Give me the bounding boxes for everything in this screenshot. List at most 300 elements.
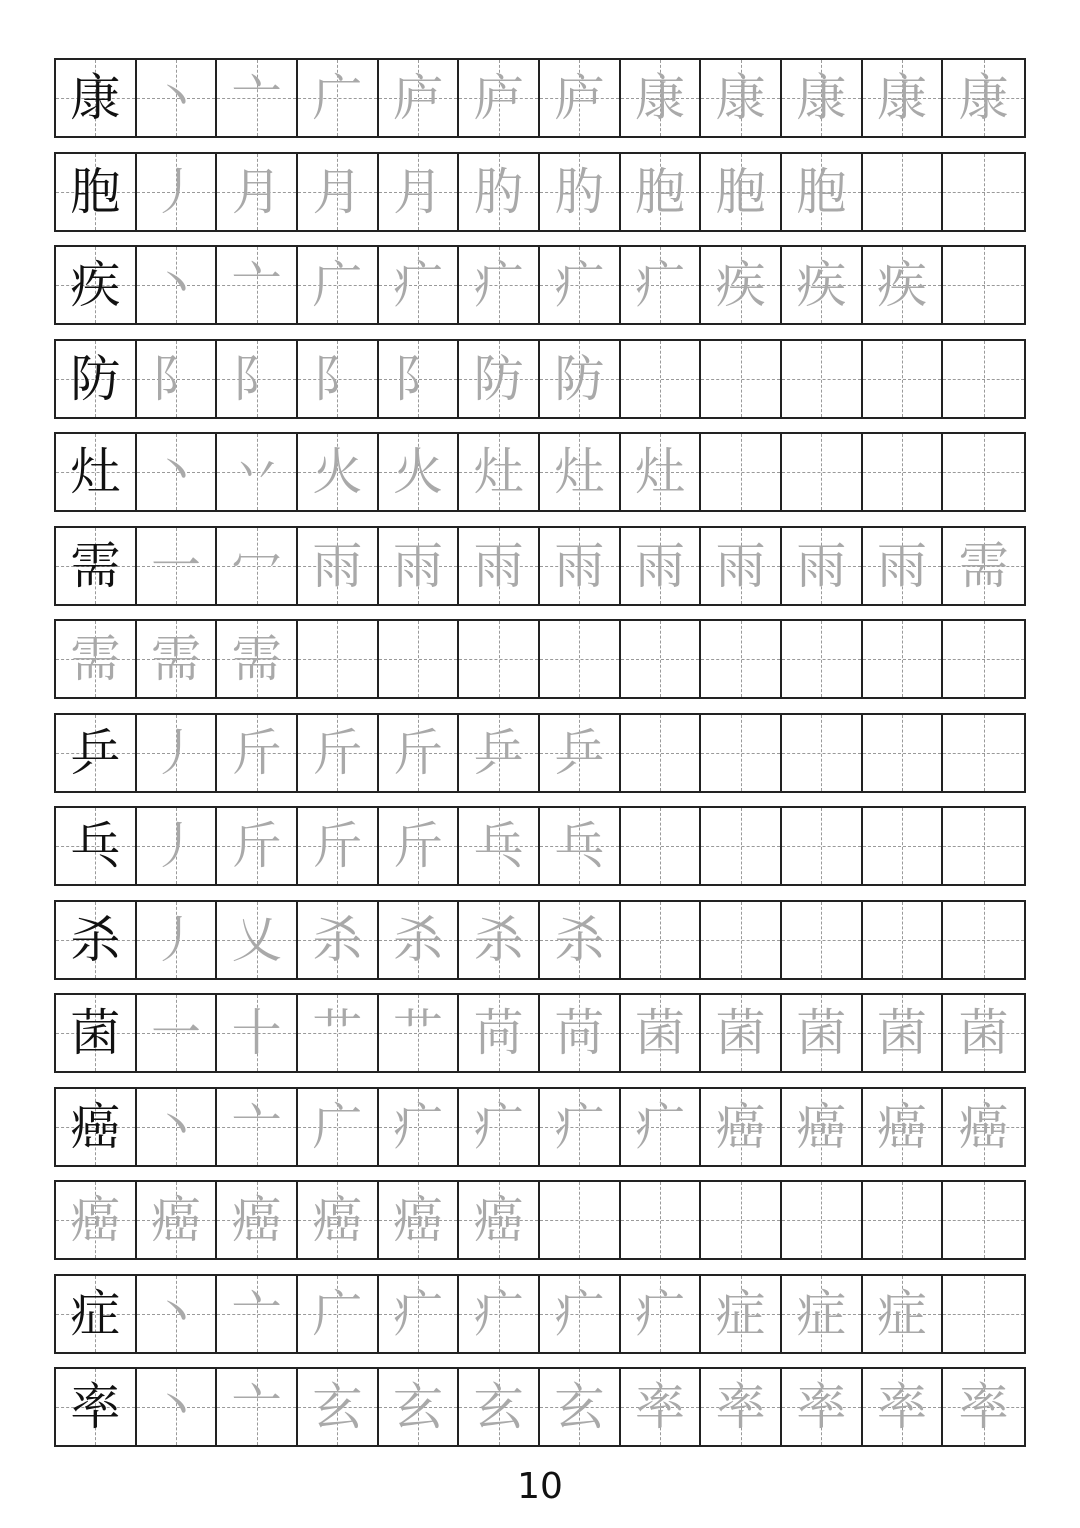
stroke-step: 阝 xyxy=(312,350,363,408)
model-character: 需 xyxy=(70,537,121,595)
stroke-step: 防 xyxy=(473,350,524,408)
empty-practice-cell xyxy=(701,808,782,884)
stroke-order-cell xyxy=(943,60,1024,136)
empty-practice-cell xyxy=(943,341,1024,417)
stroke-step: 需 xyxy=(150,630,201,688)
stroke-order-cell xyxy=(459,1089,540,1165)
empty-practice-cell xyxy=(540,1182,621,1258)
model-character: 灶 xyxy=(70,443,121,501)
stroke-step: 丿 xyxy=(150,911,201,969)
stroke-step: 广 xyxy=(312,256,363,314)
stroke-step: 斤 xyxy=(231,724,282,782)
stroke-order-cell xyxy=(621,1369,702,1445)
stroke-order-cell xyxy=(137,341,218,417)
stroke-step: 亠 xyxy=(231,69,282,127)
empty-practice-cell xyxy=(701,621,782,697)
practice-row xyxy=(54,713,1026,793)
stroke-step: 艹 xyxy=(392,1004,443,1062)
stroke-step: 亠 xyxy=(231,1098,282,1156)
stroke-order-cell xyxy=(621,60,702,136)
stroke-order-cell xyxy=(621,1276,702,1352)
model-character-cell xyxy=(56,60,137,136)
stroke-order-cell xyxy=(540,1369,621,1445)
practice-row xyxy=(54,619,1026,699)
stroke-step: 雨 xyxy=(392,537,443,595)
stroke-step: 疒 xyxy=(392,1098,443,1156)
stroke-step: 菌 xyxy=(796,1004,847,1062)
empty-practice-cell xyxy=(863,341,944,417)
stroke-step: 疒 xyxy=(554,1285,605,1343)
stroke-step: 乓 xyxy=(473,817,524,875)
model-character: 杀 xyxy=(70,911,121,969)
stroke-order-cell xyxy=(863,1369,944,1445)
model-character: 菌 xyxy=(70,1004,121,1062)
stroke-order-cell xyxy=(459,1369,540,1445)
stroke-step: 斤 xyxy=(392,817,443,875)
stroke-order-cell xyxy=(217,902,298,978)
stroke-order-cell xyxy=(782,154,863,230)
stroke-order-cell xyxy=(540,247,621,323)
stroke-step: 杀 xyxy=(554,911,605,969)
stroke-step: 疒 xyxy=(473,256,524,314)
stroke-order-cell xyxy=(217,434,298,510)
stroke-order-cell xyxy=(298,434,379,510)
stroke-order-cell xyxy=(217,1369,298,1445)
stroke-order-cell xyxy=(782,1369,863,1445)
stroke-order-cell xyxy=(379,995,460,1071)
stroke-step: 菌 xyxy=(958,1004,1009,1062)
stroke-order-cell xyxy=(863,528,944,604)
stroke-order-cell xyxy=(621,247,702,323)
empty-practice-cell xyxy=(943,247,1024,323)
stroke-step: 需 xyxy=(958,537,1009,595)
empty-practice-cell xyxy=(782,434,863,510)
stroke-order-cell xyxy=(379,341,460,417)
stroke-order-cell xyxy=(379,154,460,230)
stroke-step: 癌 xyxy=(715,1098,766,1156)
stroke-step: 雨 xyxy=(312,537,363,595)
empty-practice-cell xyxy=(863,808,944,884)
practice-row xyxy=(54,339,1026,419)
empty-practice-cell xyxy=(863,434,944,510)
stroke-order-cell xyxy=(540,1089,621,1165)
stroke-step: 疒 xyxy=(634,256,685,314)
stroke-order-cell xyxy=(621,1089,702,1165)
stroke-step: 疒 xyxy=(554,1098,605,1156)
empty-practice-cell xyxy=(459,621,540,697)
stroke-order-cell xyxy=(459,154,540,230)
model-character-cell xyxy=(56,1276,137,1352)
stroke-order-cell xyxy=(217,60,298,136)
stroke-step: 康 xyxy=(715,69,766,127)
stroke-order-cell xyxy=(621,154,702,230)
stroke-step: 阝 xyxy=(392,350,443,408)
stroke-order-cell xyxy=(137,154,218,230)
stroke-step: 苘 xyxy=(554,1004,605,1062)
stroke-order-cell xyxy=(701,247,782,323)
empty-practice-cell xyxy=(782,341,863,417)
stroke-order-cell xyxy=(943,1089,1024,1165)
model-character-cell xyxy=(56,1369,137,1445)
stroke-step: 杀 xyxy=(312,911,363,969)
stroke-order-cell xyxy=(863,995,944,1071)
stroke-order-cell xyxy=(137,434,218,510)
stroke-step: 疒 xyxy=(392,256,443,314)
stroke-step: 斤 xyxy=(231,817,282,875)
stroke-step: 癌 xyxy=(312,1191,363,1249)
stroke-step: 癌 xyxy=(150,1191,201,1249)
empty-practice-cell xyxy=(701,434,782,510)
stroke-step: 率 xyxy=(796,1378,847,1436)
empty-practice-cell xyxy=(540,621,621,697)
stroke-order-cell xyxy=(298,528,379,604)
model-character: 乓 xyxy=(70,817,121,875)
stroke-step: 广 xyxy=(312,69,363,127)
stroke-order-cell xyxy=(540,154,621,230)
stroke-order-cell xyxy=(379,715,460,791)
empty-practice-cell xyxy=(943,621,1024,697)
stroke-order-cell xyxy=(943,528,1024,604)
model-character-cell xyxy=(56,528,137,604)
stroke-order-cell xyxy=(137,1089,218,1165)
stroke-step: 康 xyxy=(634,69,685,127)
empty-practice-cell xyxy=(701,341,782,417)
stroke-order-cell xyxy=(540,434,621,510)
practice-row xyxy=(54,806,1026,886)
stroke-order-cell xyxy=(459,995,540,1071)
stroke-order-cell xyxy=(459,247,540,323)
empty-practice-cell xyxy=(863,154,944,230)
empty-practice-cell xyxy=(621,902,702,978)
practice-row xyxy=(54,526,1026,606)
stroke-step: 玄 xyxy=(473,1378,524,1436)
stroke-order-cell xyxy=(137,528,218,604)
stroke-step: 康 xyxy=(958,69,1009,127)
stroke-step: 癌 xyxy=(231,1191,282,1249)
stroke-order-cell xyxy=(137,995,218,1071)
stroke-order-cell xyxy=(379,1369,460,1445)
practice-row xyxy=(54,152,1026,232)
stroke-order-cell xyxy=(459,808,540,884)
practice-row xyxy=(54,900,1026,980)
stroke-order-cell xyxy=(379,60,460,136)
stroke-order-cell xyxy=(379,902,460,978)
stroke-order-cell xyxy=(217,1276,298,1352)
stroke-order-cell xyxy=(217,341,298,417)
stroke-step: 疒 xyxy=(554,256,605,314)
empty-practice-cell xyxy=(701,902,782,978)
stroke-step: 雨 xyxy=(796,537,847,595)
stroke-step: 防 xyxy=(554,350,605,408)
stroke-order-cell xyxy=(137,1276,218,1352)
stroke-order-cell xyxy=(540,995,621,1071)
stroke-step: 阝 xyxy=(231,350,282,408)
stroke-order-cell xyxy=(298,995,379,1071)
stroke-step: 冖 xyxy=(231,537,282,595)
model-character: 防 xyxy=(70,350,121,408)
model-character-cell xyxy=(56,715,137,791)
practice-row xyxy=(54,245,1026,325)
stroke-order-cell xyxy=(217,154,298,230)
stroke-order-cell xyxy=(540,341,621,417)
stroke-order-cell xyxy=(379,434,460,510)
stroke-step: 丿 xyxy=(150,724,201,782)
stroke-step: 菌 xyxy=(876,1004,927,1062)
stroke-order-cell xyxy=(701,528,782,604)
stroke-step: 胞 xyxy=(796,163,847,221)
stroke-order-cell xyxy=(298,60,379,136)
stroke-step: 丷 xyxy=(231,443,282,501)
stroke-step: 率 xyxy=(634,1378,685,1436)
stroke-order-cell xyxy=(621,995,702,1071)
empty-practice-cell xyxy=(379,621,460,697)
stroke-order-cell xyxy=(137,1369,218,1445)
stroke-order-cell xyxy=(540,715,621,791)
empty-practice-cell xyxy=(943,434,1024,510)
stroke-order-cell xyxy=(137,60,218,136)
stroke-order-cell xyxy=(782,528,863,604)
stroke-order-cell xyxy=(459,341,540,417)
stroke-step: 艹 xyxy=(312,1004,363,1062)
stroke-order-cell xyxy=(701,995,782,1071)
trace-cell xyxy=(56,621,137,697)
practice-row xyxy=(54,58,1026,138)
practice-row xyxy=(54,432,1026,512)
stroke-order-cell xyxy=(701,60,782,136)
stroke-step: 康 xyxy=(876,69,927,127)
stroke-order-cell xyxy=(379,247,460,323)
model-character: 胞 xyxy=(70,163,121,221)
stroke-step: 亠 xyxy=(231,256,282,314)
stroke-step: 杀 xyxy=(392,911,443,969)
stroke-order-cell xyxy=(298,1182,379,1258)
practice-row xyxy=(54,993,1026,1073)
stroke-order-cell xyxy=(298,341,379,417)
stroke-step: 率 xyxy=(715,1378,766,1436)
empty-practice-cell xyxy=(943,902,1024,978)
stroke-step: 癌 xyxy=(876,1098,927,1156)
empty-practice-cell xyxy=(943,808,1024,884)
stroke-step: 康 xyxy=(796,69,847,127)
stroke-step: 癌 xyxy=(796,1098,847,1156)
stroke-order-cell xyxy=(217,528,298,604)
stroke-step: 广 xyxy=(312,1285,363,1343)
stroke-step: 疒 xyxy=(473,1285,524,1343)
stroke-step: 率 xyxy=(958,1378,1009,1436)
model-character: 疾 xyxy=(70,256,121,314)
stroke-step: 癌 xyxy=(392,1191,443,1249)
stroke-order-cell xyxy=(782,995,863,1071)
practice-row xyxy=(54,1180,1026,1260)
stroke-step: 斤 xyxy=(312,724,363,782)
practice-row xyxy=(54,1274,1026,1354)
empty-practice-cell xyxy=(782,715,863,791)
stroke-step: 苘 xyxy=(473,1004,524,1062)
stroke-step: 症 xyxy=(876,1285,927,1343)
stroke-order-cell xyxy=(137,1182,218,1258)
stroke-step: 疒 xyxy=(634,1285,685,1343)
empty-practice-cell xyxy=(863,715,944,791)
stroke-step: 灶 xyxy=(473,443,524,501)
empty-practice-cell xyxy=(782,902,863,978)
stroke-step: 乒 xyxy=(473,724,524,782)
stroke-step: 亠 xyxy=(231,1378,282,1436)
page-number: 10 xyxy=(517,1466,563,1507)
empty-practice-cell xyxy=(621,715,702,791)
stroke-order-cell xyxy=(701,154,782,230)
stroke-step: 斤 xyxy=(392,724,443,782)
stroke-order-cell xyxy=(459,715,540,791)
stroke-order-cell xyxy=(459,434,540,510)
stroke-order-cell xyxy=(943,1369,1024,1445)
stroke-step: 丿 xyxy=(150,817,201,875)
stroke-order-cell xyxy=(379,1182,460,1258)
stroke-order-cell xyxy=(137,715,218,791)
stroke-step: 庐 xyxy=(392,69,443,127)
stroke-order-cell xyxy=(701,1276,782,1352)
stroke-step: 疒 xyxy=(473,1098,524,1156)
stroke-step: 肑 xyxy=(473,163,524,221)
stroke-order-cell xyxy=(298,902,379,978)
stroke-order-cell xyxy=(540,60,621,136)
stroke-order-cell xyxy=(137,902,218,978)
model-character-cell xyxy=(56,247,137,323)
empty-practice-cell xyxy=(863,1182,944,1258)
stroke-order-cell xyxy=(298,247,379,323)
stroke-step: 火 xyxy=(392,443,443,501)
stroke-order-cell xyxy=(379,1089,460,1165)
stroke-step: 雨 xyxy=(554,537,605,595)
stroke-order-cell xyxy=(217,808,298,884)
stroke-order-cell xyxy=(540,1276,621,1352)
model-character-cell xyxy=(56,341,137,417)
stroke-step: 丶 xyxy=(150,1378,201,1436)
stroke-order-cell xyxy=(137,247,218,323)
stroke-order-cell xyxy=(298,1276,379,1352)
model-character: 癌 xyxy=(70,1098,121,1156)
stroke-step: 症 xyxy=(715,1285,766,1343)
stroke-order-cell xyxy=(298,715,379,791)
model-character-cell xyxy=(56,434,137,510)
stroke-order-cell xyxy=(217,995,298,1071)
stroke-order-cell xyxy=(863,60,944,136)
model-character: 率 xyxy=(70,1378,121,1436)
model-character-cell xyxy=(56,808,137,884)
stroke-order-cell xyxy=(621,434,702,510)
stroke-step: 疾 xyxy=(876,256,927,314)
stroke-order-cell xyxy=(782,1276,863,1352)
stroke-step: 雨 xyxy=(634,537,685,595)
stroke-step: 雨 xyxy=(473,537,524,595)
stroke-order-cell xyxy=(459,60,540,136)
stroke-order-cell xyxy=(540,808,621,884)
stroke-order-cell xyxy=(701,1369,782,1445)
stroke-order-cell xyxy=(863,1276,944,1352)
empty-practice-cell xyxy=(782,621,863,697)
empty-practice-cell xyxy=(863,621,944,697)
model-character: 症 xyxy=(70,1285,121,1343)
stroke-step: 疒 xyxy=(634,1098,685,1156)
empty-practice-cell xyxy=(943,715,1024,791)
stroke-order-cell xyxy=(540,528,621,604)
stroke-step: 一 xyxy=(150,537,201,595)
stroke-order-cell xyxy=(863,247,944,323)
empty-practice-cell xyxy=(621,341,702,417)
empty-practice-cell xyxy=(943,154,1024,230)
stroke-order-cell xyxy=(137,808,218,884)
stroke-step: 乂 xyxy=(231,911,282,969)
stroke-step: 玄 xyxy=(392,1378,443,1436)
stroke-step: 月 xyxy=(392,163,443,221)
stroke-step: 阝 xyxy=(150,350,201,408)
stroke-step: 乒 xyxy=(554,724,605,782)
stroke-step: 玄 xyxy=(554,1378,605,1436)
stroke-step: 菌 xyxy=(715,1004,766,1062)
stroke-step: 斤 xyxy=(312,817,363,875)
model-character: 康 xyxy=(70,69,121,127)
stroke-step: 乓 xyxy=(554,817,605,875)
empty-practice-cell xyxy=(701,715,782,791)
stroke-step: 一 xyxy=(150,1004,201,1062)
stroke-order-cell xyxy=(379,528,460,604)
stroke-order-cell xyxy=(459,902,540,978)
stroke-step: 灶 xyxy=(634,443,685,501)
stroke-step: 丶 xyxy=(150,1098,201,1156)
stroke-step: 丶 xyxy=(150,69,201,127)
trace-character: 需 xyxy=(70,630,121,688)
stroke-step: 杀 xyxy=(473,911,524,969)
empty-practice-cell xyxy=(782,808,863,884)
stroke-order-cell xyxy=(217,247,298,323)
empty-practice-cell xyxy=(298,621,379,697)
stroke-step: 疾 xyxy=(715,256,766,314)
empty-practice-cell xyxy=(943,1182,1024,1258)
stroke-step: 率 xyxy=(876,1378,927,1436)
stroke-order-cell xyxy=(621,528,702,604)
model-character-cell xyxy=(56,902,137,978)
empty-practice-cell xyxy=(621,621,702,697)
stroke-order-cell xyxy=(459,1182,540,1258)
empty-practice-cell xyxy=(621,808,702,884)
stroke-order-cell xyxy=(137,621,218,697)
stroke-step: 雨 xyxy=(876,537,927,595)
stroke-order-cell xyxy=(782,247,863,323)
stroke-order-cell xyxy=(701,1089,782,1165)
stroke-step: 疒 xyxy=(392,1285,443,1343)
empty-practice-cell xyxy=(782,1182,863,1258)
model-character-cell xyxy=(56,1089,137,1165)
stroke-order-cell xyxy=(298,154,379,230)
stroke-step: 胞 xyxy=(634,163,685,221)
stroke-step: 庐 xyxy=(554,69,605,127)
stroke-step: 丶 xyxy=(150,256,201,314)
empty-practice-cell xyxy=(863,902,944,978)
stroke-order-cell xyxy=(298,1369,379,1445)
stroke-step: 雨 xyxy=(715,537,766,595)
stroke-order-cell xyxy=(782,60,863,136)
stroke-order-cell xyxy=(459,1276,540,1352)
stroke-step: 丶 xyxy=(150,443,201,501)
stroke-step: 亠 xyxy=(231,1285,282,1343)
stroke-step: 癌 xyxy=(958,1098,1009,1156)
trace-character: 癌 xyxy=(70,1191,121,1249)
stroke-step: 丿 xyxy=(150,163,201,221)
model-character-cell xyxy=(56,995,137,1071)
stroke-step: 症 xyxy=(796,1285,847,1343)
model-character: 乒 xyxy=(70,724,121,782)
stroke-order-cell xyxy=(379,808,460,884)
empty-practice-cell xyxy=(943,1276,1024,1352)
